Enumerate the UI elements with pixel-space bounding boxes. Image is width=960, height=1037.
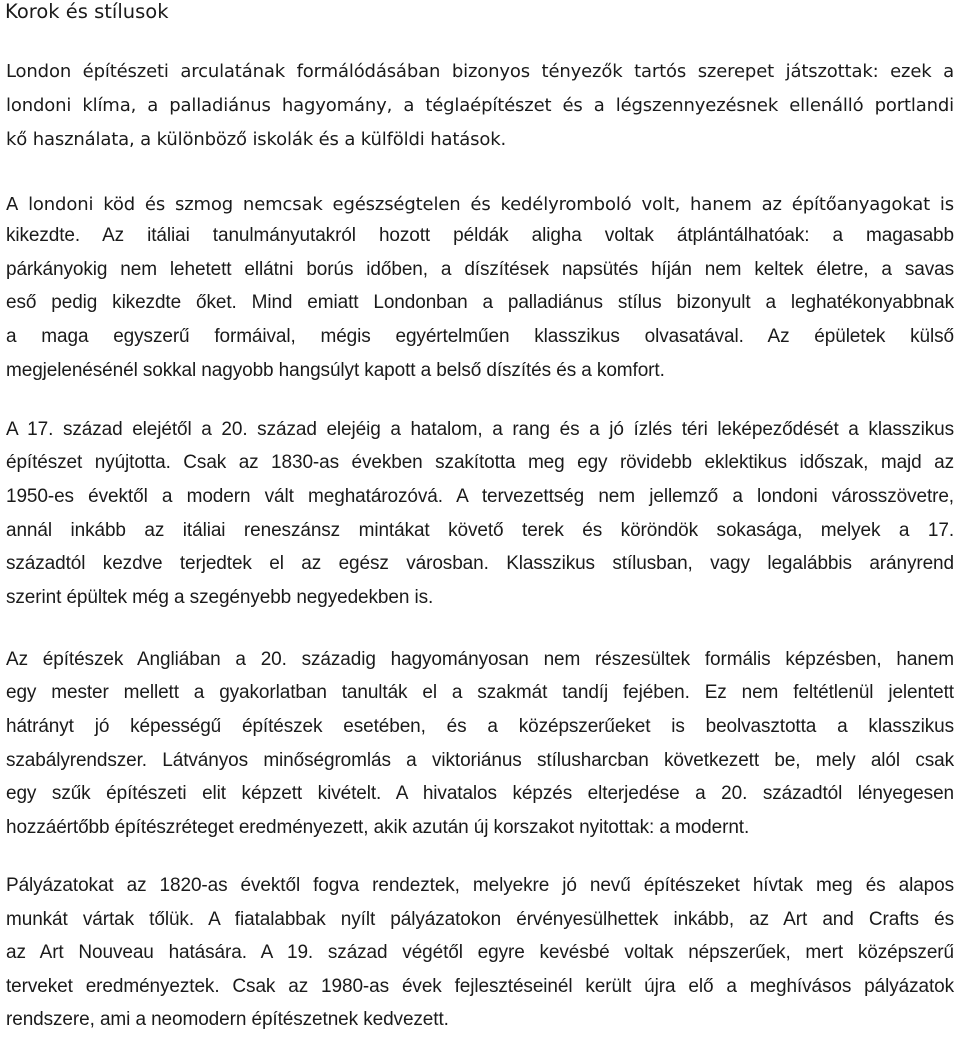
- paragraph-line: építészet nyújtotta. Csak az 1830-as években szakította meg egy rövidebb eklektikus időszak, majd az: [6, 452, 954, 473]
- page-title: Korok és stílusok: [5, 0, 169, 23]
- paragraph-line: rendszere, ami a neomodern építészetnek kedvezett.: [6, 1009, 449, 1030]
- paragraph-line: hátrányt jó képességű építészek esetében, és a középszerűeket is beolvasztotta a klasszikus: [6, 716, 954, 737]
- paragraph-line: munkát vártak tőlük. A fiatalabbak nyílt pályázatokon érvényesülhettek inkább, az Art and Crafts és: [6, 909, 954, 930]
- paragraph-line: az Art Nouveau hatására. A 19. század végétől egyre kevésbé voltak népszerűek, mert középszerű: [6, 942, 954, 963]
- paragraph-line: Pályázatokat az 1820-as évektől fogva rendeztek, melyekre jó nevű építészeket hívtak meg és alapos: [6, 875, 954, 896]
- paragraph-line: annál inkább az itáliai reneszánsz mintákat követő terek és köröndök sokasága, melyek a 17.: [6, 520, 954, 541]
- paragraph-line: Az építészek Angliában a 20. századig hagyományosan nem részesültek formális képzésben, hanem: [6, 649, 954, 670]
- paragraph-line: hozzáértőbb építészréteget eredményezett, akik azután új korszakot nyitottak: a modernt.: [6, 817, 750, 838]
- paragraph-line: a maga egyszerű formáival, mégis egyértelműen klasszikus olvasatával. Az épületek külső: [6, 326, 954, 347]
- paragraph-line: 1950-es évektől a modern vált meghatározóvá. A tervezettség nem jellemző a londoni városszövetre,: [6, 486, 954, 507]
- paragraph-line: egy szűk építészeti elit képzett kivételt. A hivatalos képzés elterjedése a 20. századtól lényegesen: [6, 783, 954, 804]
- paragraph-line: egy mester mellett a gyakorlatban tanulták el a szakmát tandíj fejében. Ez nem feltétlenül jelentett: [6, 682, 954, 703]
- paragraph-line: szabályrendszer. Látványos minőségromlás a viktoriánus stílusharcban következett be, mely alól csak: [6, 750, 954, 771]
- paragraph-line: London építészeti arculatának formálódásában bizonyos tényezők tartós szerepet játszottak: ezek a: [6, 61, 954, 82]
- paragraph-line: A 17. század elejétől a 20. század elejéig a hatalom, a rang és a jó ízlés téri leképeződését a klasszikus: [6, 419, 954, 440]
- paragraph-line: kő használata, a különböző iskolák és a külföldi hatások.: [6, 129, 507, 150]
- paragraph-line: századtól kezdve terjedtek el az egész városban. Klasszikus stílusban, vagy legalábbis arányrend: [6, 553, 954, 574]
- paragraph-line: párkányokig nem lehetett ellátni borús időben, a díszítések napsütés híján nem keltek életre, a savas: [6, 259, 954, 280]
- paragraph-line: eső pedig kikezdte őket. Mind emiatt Londonban a palladiánus stílus bizonyult a leghatékonyabbnak: [6, 292, 954, 313]
- paragraph-line: terveket eredményeztek. Csak az 1980-as évek fejlesztéseinél került újra elő a meghívásos pályázatok: [6, 976, 954, 997]
- paragraph-line: A londoni köd és szmog nemcsak egészségtelen és kedélyromboló volt, hanem az építőanyagokat is: [6, 194, 954, 215]
- paragraph-line: londoni klíma, a palladiánus hagyomány, a téglaépítészet és a légszennyezésnek ellenálló portlandi: [6, 95, 954, 116]
- paragraph-line: szerint épültek még a szegényebb negyedekben is.: [6, 587, 434, 608]
- paragraph-line: megjelenésénél sokkal nagyobb hangsúlyt kapott a belső díszítés és a komfort.: [6, 360, 665, 381]
- paragraph-line: kikezdte. Az itáliai tanulmányutakról hozott példák aligha voltak átplántálhatóak: a magasabb: [6, 225, 954, 246]
